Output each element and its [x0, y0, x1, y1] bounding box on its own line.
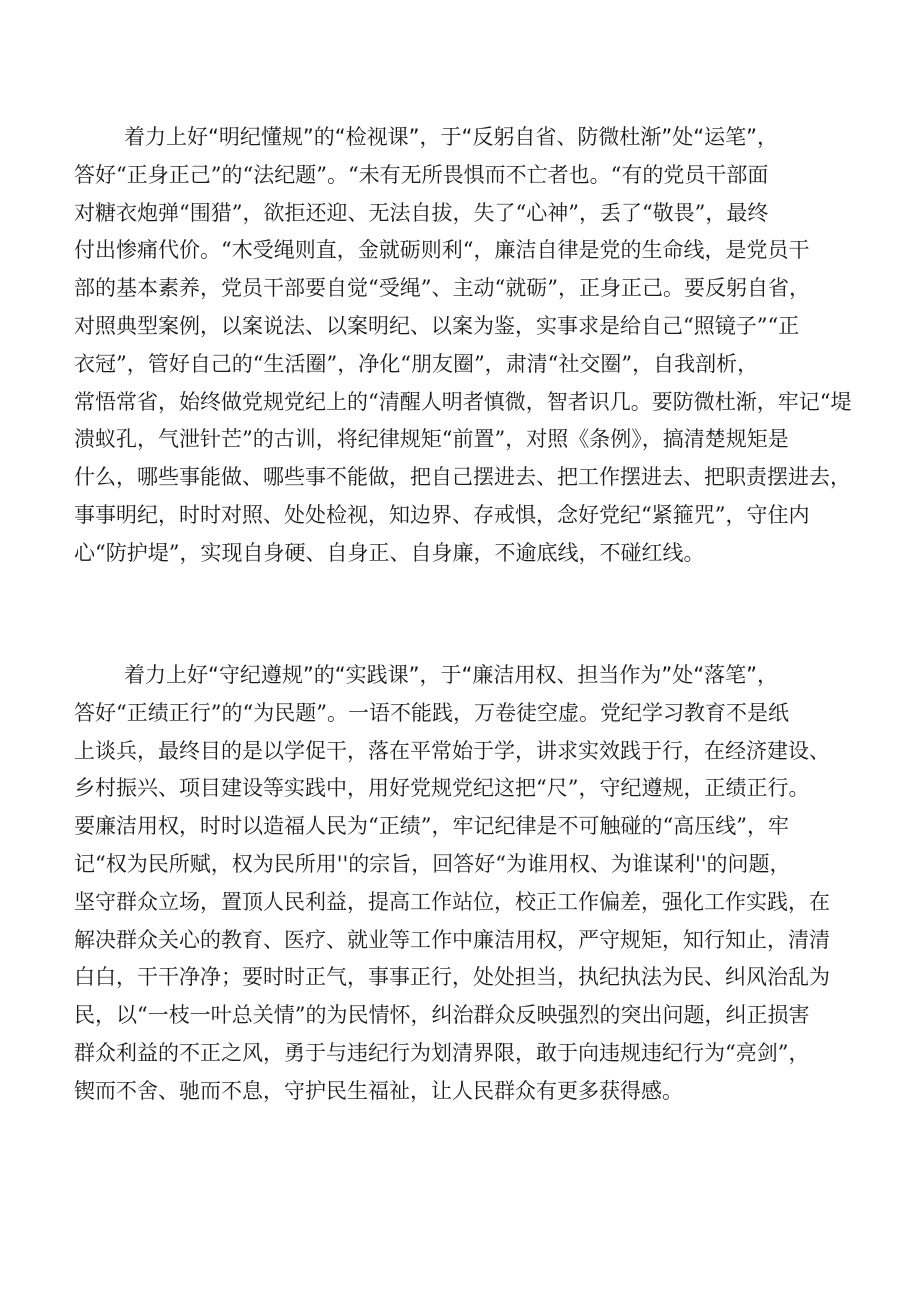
paragraph-1-line-10: 什么，哪些事能做、哪些事不能做，把自己摆进去、把工作摆进去、把职责摆进去， — [74, 465, 851, 490]
paragraph-1-line-9: 溃蚁孔，气泄针芒”的古训，将纪律规矩“前置”，对照《条例》，搞清楚规矩是 — [74, 427, 789, 452]
paragraph-2-line-12: 锲而不舍、驰而不息，守护民生福祉，让人民群众有更多获得感。 — [74, 1078, 683, 1103]
paragraph-2-line-3: 上谈兵，最终目的是以学促干，落在平常始于学，讲求实效践于行，在经济建设、 — [74, 738, 830, 763]
paragraph-2-line-1: 着力上好“守纪遵规”的“实践课”，于“廉洁用权、担当作为”处“落笔”， — [124, 663, 779, 687]
paragraph-2-line-9: 白白，干干净净；要时时正气，事事正行，处处担当，执纪执法为民、纠风治乱为 — [74, 965, 830, 990]
paragraph-2 — [74, 657, 880, 1111]
paragraph-2-line-5: 要廉洁用权，时时以造福人民为“正绩”，牢记纪律是不可触碰的“高压线”，牢 — [74, 814, 789, 839]
paragraph-1-line-8: 常悟常省，始终做党规党纪上的“清醒人明者慎微，智者识几。要防微杜渐，牢记“堤 — [74, 389, 852, 414]
paragraph-2-line-7: 坚守群众立场，置顶人民利益，提高工作站位，校正工作偏差，强化工作实践，在 — [74, 889, 830, 914]
paragraph-2-line-10: 民，以“一枝一叶总关情”的为民情怀，纠治群众反映强烈的突出问题，纠正损害 — [74, 1003, 810, 1028]
paragraph-2-line-8: 解决群众关心的教育、医疗、就业等工作中廉洁用权，严守规矩，知行知止，清清 — [74, 927, 830, 952]
paragraph-1-line-1: 着力上好“明纪懂规”的“检视课”，于“反躬自省、防微杜渐”处“运笔”， — [124, 125, 779, 149]
paragraph-1-line-12: 心“防护堤”，实现自身硬、自身正、自身廉，不逾底线，不碰红线。 — [74, 540, 705, 565]
paragraph-1 — [74, 119, 880, 573]
paragraph-1-line-6: 对照典型案例，以案说法、以案明纪、以案为鉴，实事求是给自己“照镜子”“正 — [74, 313, 800, 338]
paragraph-1-line-3: 对糖衣炮弹“围猎”，欲拒还迎、无法自拔，失了“心神”，丢了“敬畏”，最终 — [74, 200, 769, 225]
paragraph-2-line-4: 乡村振兴、项目建设等实践中，用好党规党纪这把“尺”，守纪遵规，正绩正行。 — [74, 776, 810, 801]
paragraph-2-line-6: 记“权为民所赋，权为民所用''的宗旨，回答好“为谁用权、为谁谋利''的问题， — [74, 851, 791, 876]
paragraph-1-line-4: 付出惨痛代价。“木受绳则直，金就砺则利“，廉洁自律是党的生命线，是党员干 — [74, 238, 810, 263]
paragraph-1-line-11: 事事明纪，时时对照、处处检视，知边界、存戒惧，念好党纪“紧箍咒”，守住内 — [74, 502, 810, 527]
paragraph-1-line-5: 部的基本素养，党员干部要自觉“受绳”、主动“就砺”，正身正己。要反躬自省， — [74, 276, 810, 301]
paragraph-1-line-2: 答好“正身正己”的“法纪题”。“未有无所畏惧而不亡者也。“有的党员干部面 — [74, 162, 769, 187]
paragraph-2-line-2: 答好“正绩正行”的“为民题”。一语不能践，万卷徒空虚。党纪学习教育不是纸 — [74, 700, 789, 725]
paragraph-2-line-11: 群众利益的不正之风，勇于与违纪行为划清界限，敢于向违规违纪行为“亮剑”， — [74, 1040, 810, 1065]
paragraph-1-line-7: 衣冠”，管好自己的“生活圈”，净化“朋友圈”，肃清“社交圈”，自我剖析， — [74, 351, 759, 376]
